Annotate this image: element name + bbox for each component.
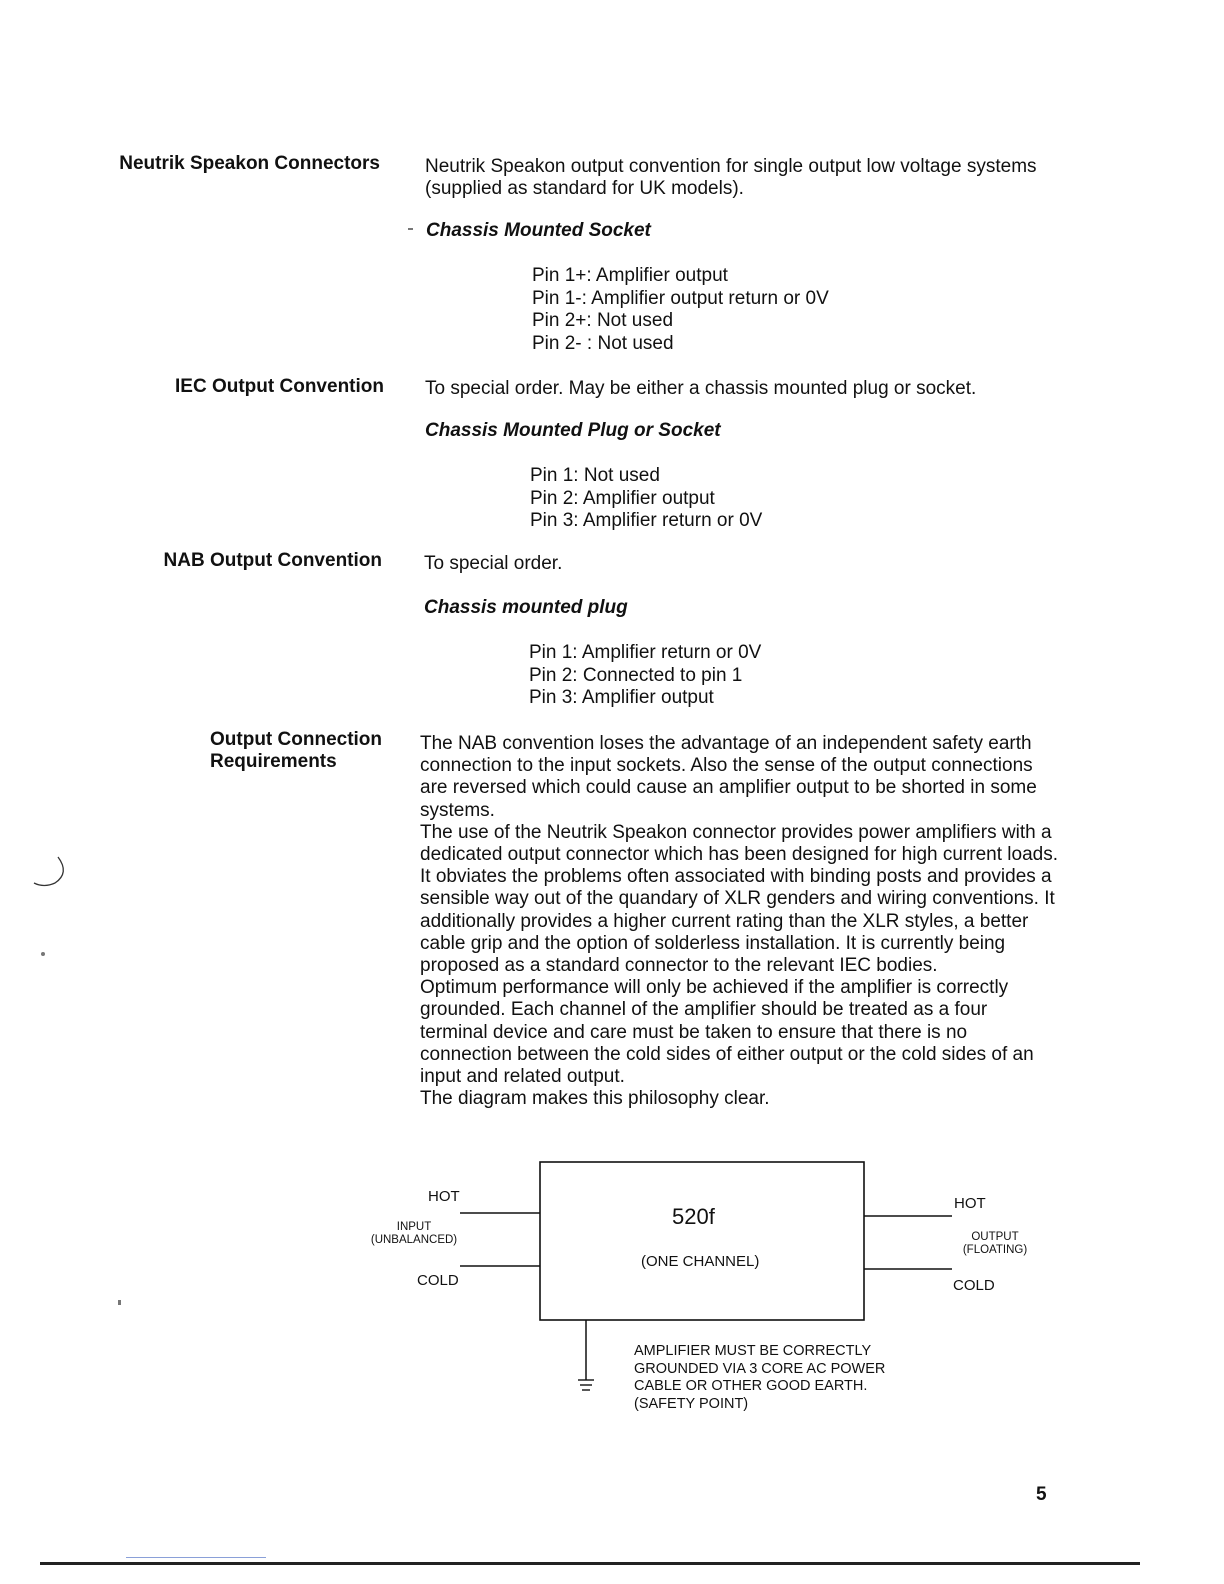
output-label-line1: OUTPUT [971,1231,1019,1243]
ground-note-line: GROUNDED VIA 3 CORE AC POWER [634,1360,886,1377]
pin-item: Pin 1-: Amplifier output return or 0V [532,287,829,309]
pin-item: Pin 3: Amplifier return or 0V [530,510,763,531]
page-bottom-rule [40,1562,1140,1565]
ground-note [634,1343,885,1413]
ground-note-line: (SAFETY POINT) [634,1395,749,1412]
requirements-heading-line1: Output Connection [210,729,383,750]
output-cold-label: COLD [953,1277,995,1294]
page-number: 5 [1036,1484,1047,1505]
output-label-line2: (FLOATING) [962,1244,1028,1256]
neutrik-intro-line1: Neutrik Speakon output convention for single output low voltage systems [425,156,1037,177]
scan-mark [30,855,70,890]
neutrik-heading: Neutrik Speakon Connectors [119,153,380,174]
requirements-paragraph: The use of the Neutrik Speakon connector provides power amplifiers with a dedicated output connector which has been designed for high current loads. It obviates the problems often associated with binding posts and provides a sensible way out of the quandary of XLR genders and wiring conventions. It additionally provides a higher current rating than the XLR styles, a better cable grip and the option of solderless installation. It is currently being proposed as a standard connector to the relevant IEC bodies. [420,821,1058,977]
requirements-heading-line2: Requirements [210,751,337,772]
nab-subheading: Chassis mounted plug [424,597,628,618]
iec-heading: IEC Output Convention [175,376,384,397]
iec-subheading: Chassis Mounted Plug or Socket [425,420,721,441]
box-subtitle: (ONE CHANNEL) [641,1253,760,1270]
pin-item: Pin 2: Amplifier output [530,487,715,509]
box-title: 520f [672,1204,715,1229]
requirements-paragraph: Optimum performance will only be achieved if the amplifier is correctly grounded. Each channel of the amplifier should be treated as a four terminal device and care must be taken to ensure that there is no connection between the cold sides of either output or the cold sides of an input and related output. [420,977,1034,1088]
input-hot-label: HOT [428,1188,460,1205]
requirements-paragraph: The NAB convention loses the advantage of an independent safety earth connection to the input sockets. Also the sense of the output connections are reversed which could cause an amplifier output to be shorted in some systems. [420,733,1037,821]
output-label [958,1231,1032,1257]
pin-item: Pin 3: Amplifier output [529,687,714,708]
pin-item: Pin 1+: Amplifier output [532,265,728,286]
nab-heading: NAB Output Convention [163,550,382,571]
pin-item: Pin 2: Connected to pin 1 [529,664,743,686]
scan-speck [41,952,45,956]
input-label [370,1221,458,1247]
pin-item: Pin 1: Amplifier return or 0V [529,642,762,663]
input-label-line2: (UNBALANCED) [370,1234,458,1246]
amplifier-box [540,1162,864,1320]
scan-speck [408,228,413,230]
ground-note-line: CABLE OR OTHER GOOD EARTH. [634,1378,868,1394]
nab-intro: To special order. [424,553,563,574]
ground-note-line: AMPLIFIER MUST BE CORRECTLY [634,1343,872,1359]
iec-intro: To special order. May be either a chassis mounted plug or socket. [425,378,977,399]
scan-bottom-edge [126,1557,266,1558]
neutrik-subheading: Chassis Mounted Socket [426,220,651,241]
requirements-paragraph: The diagram makes this philosophy clear. [420,1088,770,1110]
input-label-line1: INPUT [396,1221,432,1233]
pin-item: Pin 2+: Not used [532,310,674,331]
scan-speck [118,1300,121,1305]
ground-icon [578,1380,594,1390]
pin-item: Pin 2- : Not used [532,332,674,354]
pin-item: Pin 1: Not used [530,465,660,486]
input-cold-label: COLD [417,1272,459,1289]
output-hot-label: HOT [954,1195,986,1212]
neutrik-intro-line2: (supplied as standard for UK models). [425,178,744,199]
